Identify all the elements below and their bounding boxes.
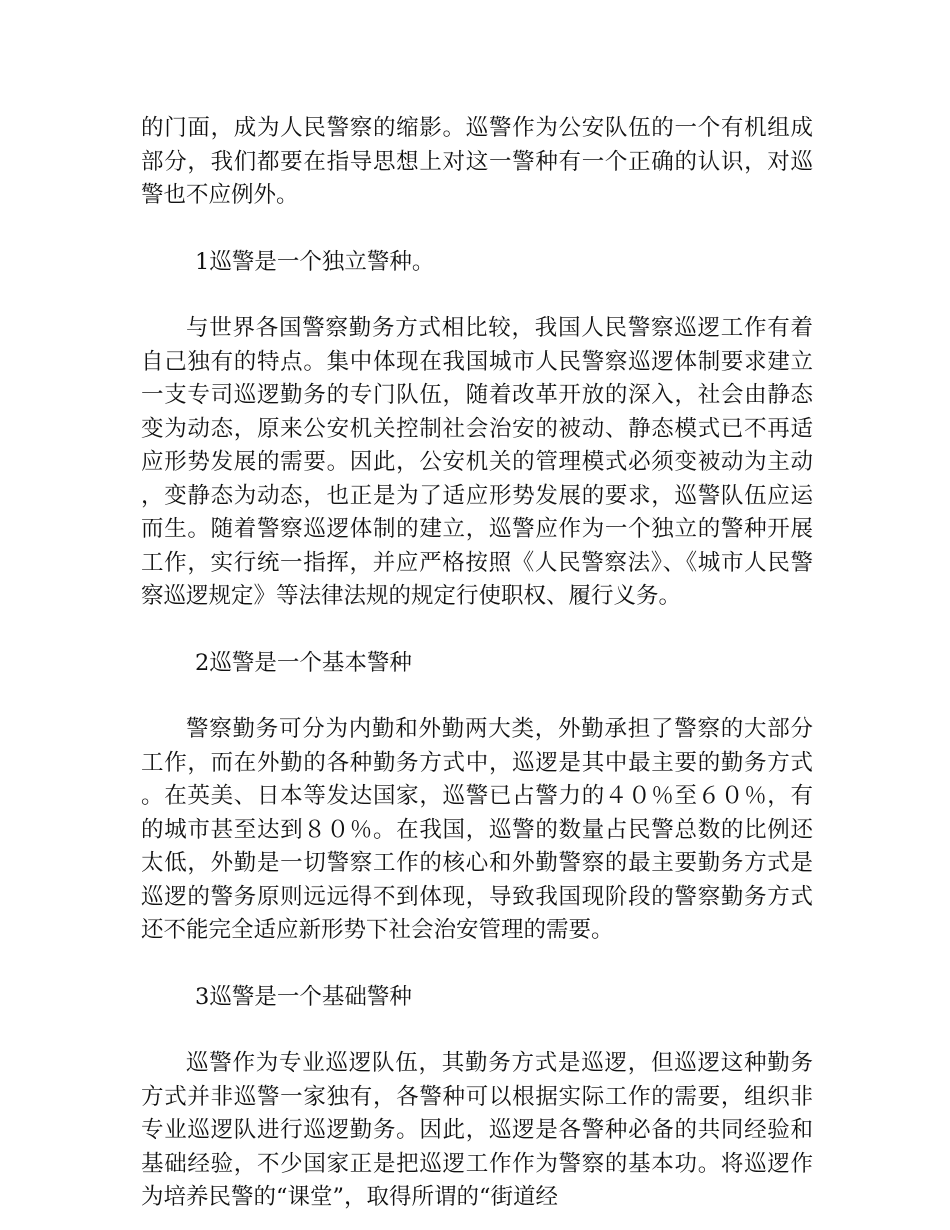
section-heading-3: 3巡警是一个基础警种 [195,983,412,1010]
paragraph-intro-continuation: 的门面，成为人民警察的缩影。巡警作为公安队伍的一个有机组成部分，我们都要在指导思想上对这一警种有一个正确的认识，对巡警也不应例外。 [141,115,813,208]
paragraph-section-3: 巡警作为专业巡逻队伍，其勤务方式是巡逻，但巡逻这种勤务方式并非巡警一家独有，各警种可以根据实际工作的需要，组织非专业巡逻队进行巡逻勤务。因此，巡逻是各警种必备的共同经验和基础经验，不少国家正是把巡逻工作作为警察的基本功。将巡逻作为培养民警的“课堂”，取得所谓的“街道经 [141,1050,813,1210]
section-heading-1: 1巡警是一个独立警种。 [195,248,435,275]
paragraph-section-2: 警察勤务可分为内勤和外勤两大类，外勤承担了警察的大部分工作，而在外勤的各种勤务方式中，巡逻是其中最主要的勤务方式。在英美、日本等发达国家，巡警已占警力的４０％至６０％，有的城市甚至达到８０％。在我国，巡警的数量占民警总数的比例还太低，外勤是一切警察工作的核心和外勤警察的最主要勤务方式是巡逻的警务原则远远得不到体现，导致我国现阶段的警察勤务方式还不能完全适应新形势下社会治安管理的需要。 [141,716,813,943]
paragraph-section-1: 与世界各国警察勤务方式相比较，我国人民警察巡逻工作有着自己独有的特点。集中体现在我国城市人民警察巡逻体制要求建立一支专司巡逻勤务的专门队伍，随着改革开放的深入，社会由静态变为动态，原来公安机关控制社会治安的被动、静态模式已不再适应形势发展的需要。因此，公安机关的管理模式必须变被动为主动，变静态为动态，也正是为了适应形势发展的要求，巡警队伍应运而生。随着警察巡逻体制的建立，巡警应作为一个独立的警种开展工作，实行统一指挥，并应严格按照《人民警察法》、《城市人民警察巡逻规定》等法律法规的规定行使职权、履行义务。 [141,315,813,609]
document-body [141,112,813,1215]
section-heading-2: 2巡警是一个基本警种 [195,649,412,676]
